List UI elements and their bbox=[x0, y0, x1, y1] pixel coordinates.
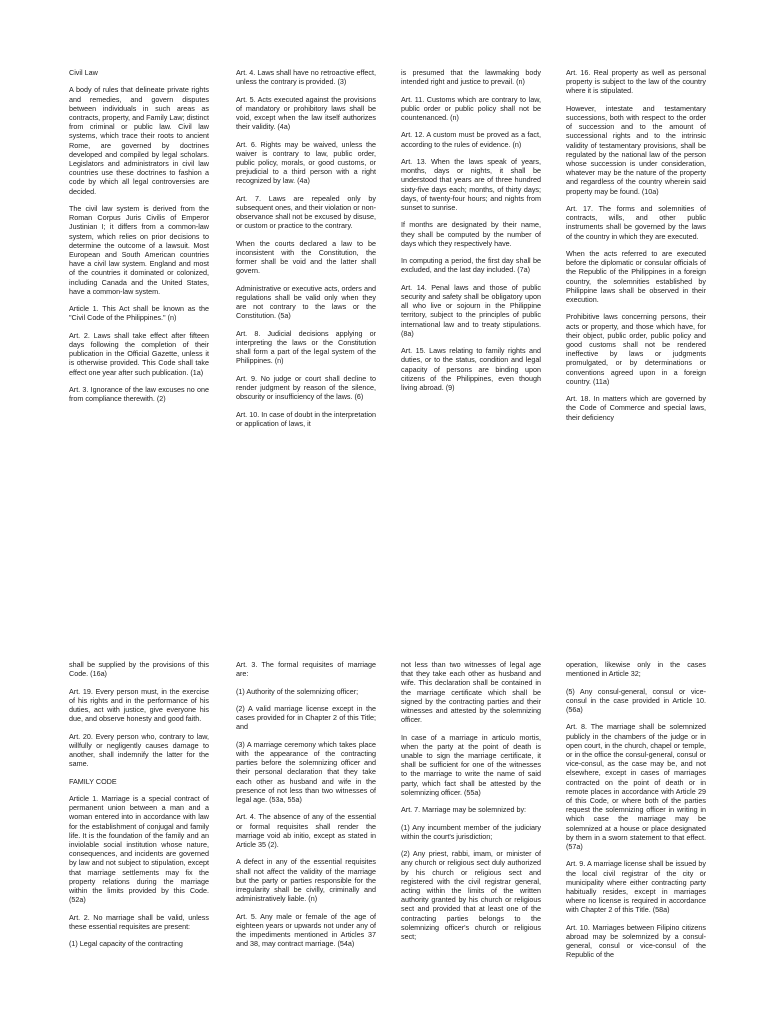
column-3 bbox=[401, 660, 541, 1024]
paragraph: Prohibitive laws concerning persons, their acts or property, and those which have, for their object, public order, public policy and good customs shall not be rendered ineffective by laws or judgments promulgated, or by determinations or conventions agreed upon in a foreign country. (11a) bbox=[566, 312, 706, 386]
column-3 bbox=[401, 68, 541, 518]
paragraph: Art. 14. Penal laws and those of public security and safety shall be obligatory upon all who live or sojourn in the Philippine territory, subject to the principles of public international law and to treaty stipulations. (8a) bbox=[401, 282, 541, 338]
paragraph: Art. 8. The marriage shall be solemnized publicly in the chambers of the judge or in open court, in the church, chapel or temple, or in the office the consul-general, consul or vice-consul, as the case may be, and not elsewhere, except in cases of marriages contracted on the point of death or in remote places in accordance with Article 29 of this Code, or where both of the parties request the solemnizing officer in writing in which case the marriage may be solemnized at a house or place designated by them in a sworn statement to that effect. (57a) bbox=[566, 722, 706, 852]
paragraph: Civil Law bbox=[69, 68, 98, 77]
paragraph: Art. 15. Laws relating to family rights and duties, or to the status, condition and legal capacity of persons are binding upon citizens of the Philippines, even though living abroad. (9) bbox=[401, 346, 541, 392]
paragraph: Art. 17. The forms and solemnities of contracts, wills, and other public instruments shall be governed by the laws of the country in which they are executed. bbox=[566, 204, 706, 241]
paragraph: (5) Any consul-general, consul or vice-consul in the case provided in Article 10. (56a) bbox=[566, 686, 706, 714]
paragraph: (1) Authority of the solemnizing officer; bbox=[236, 686, 359, 696]
paragraph: Art. 8. Judicial decisions applying or interpreting the laws or the Constitution shall form a part of the legal system of the Philippines. (n) bbox=[236, 328, 376, 366]
paragraph: is presumed that the lawmaking body intended right and justice to prevail. (n) bbox=[401, 68, 541, 87]
paragraph: Art. 3. The formal requisites of marriage are: bbox=[236, 660, 376, 679]
paragraph: In case of a marriage in articulo mortis, when the party at the point of death is unable to sign the marriage certificate, it shall be sufficient for one of the witnesses to the marriage to write the name of said party, which fact shall be attested by the solemnizing officer. (55a) bbox=[401, 732, 541, 797]
column-1 bbox=[69, 68, 209, 518]
column-4 bbox=[566, 660, 706, 1024]
paragraph: A defect in any of the essential requisites shall not affect the validity of the marriage but the party or parties responsible for the irregularity shall be civilly, criminally and administratively liable. (n) bbox=[236, 857, 376, 904]
paragraph: Art. 5. Acts executed against the provisions of mandatory or prohibitory laws shall be void, except when the law itself authorizes their validity. (4a) bbox=[236, 94, 376, 132]
paragraph: Art. 4. The absence of any of the essential or formal requisites shall render the marriage void ab initio, except as stated in Article 35 (2). bbox=[236, 812, 376, 849]
paragraph: operation, likewise only in the cases mentioned in Article 32; bbox=[566, 660, 706, 679]
paragraph: not less than two witnesses of legal age that they take each other as husband and wife. This declaration shall be contained in the marriage certificate which shall be signed by the contracting parties and their witnesses and attested by the solemnizing officer. bbox=[401, 660, 541, 725]
paragraph: Art. 2. Laws shall take effect after fifteen days following the completion of their publication in the Official Gazette, unless it is otherwise provided. This Code shall take effect one year after such publication. (1a) bbox=[69, 330, 209, 377]
column-2 bbox=[236, 660, 376, 1024]
paragraph: The civil law system is derived from the Roman Corpus Juris Civilis of Emperor Justinian I; it differs from a common-law system, which relies on prior decisions to determine the outcome of a lawsuit. Most European and South American countries have a civil law system. England and most of the countries it dominated or colonized, including Canada and the United States, have a common-law system. bbox=[69, 204, 209, 296]
paragraph: Art. 20. Every person who, contrary to law, willfully or negligently causes damage to another, shall indemnify the latter for the same. bbox=[69, 731, 209, 769]
paragraph: Art. 9. A marriage license shall be issued by the local civil registrar of the city or municipality where either contracting party habitually resides, except in marriages where no license is required in accordance with Chapter 2 of this Title. (58a) bbox=[566, 859, 706, 915]
paragraph: Art. 4. Laws shall have no retroactive effect, unless the contrary is provided. (3) bbox=[236, 68, 376, 87]
paragraph: Art. 7. Marriage may be solemnized by: bbox=[401, 805, 527, 815]
paragraph: Article 1. This Act shall be known as the "Civil Code of the Philippines." (n) bbox=[69, 304, 209, 323]
column-2 bbox=[236, 68, 376, 518]
paragraph: (2) Any priest, rabbi, imam, or minister of any church or religious sect duly authorized by his church or religious sect and registered with the civil registrar general, acting within the limits of the written authority granted by his church or religious sect and provided that at least one of the contracting parties belongs to the solemnizing officer's church or religious sect; bbox=[401, 849, 541, 942]
paragraph: Art. 19. Every person must, in the exercise of his rights and in the performance of his duties, act with justice, give everyone his due, and observe honesty and good faith. bbox=[69, 686, 209, 724]
paragraph: Administrative or executive acts, orders and regulations shall be valid only when they are not contrary to the laws or the Constitution. (5a) bbox=[236, 283, 376, 321]
paragraph: Art. 7. Laws are repealed only by subsequent ones, and their violation or non-observance shall not be excused by disuse, or custom or practice to the contrary. bbox=[236, 193, 376, 231]
paragraph: When the acts referred to are executed before the diplomatic or consular officials of the Republic of the Philippines in a foreign country, the solemnities established by Philippine laws shall be observed in their execution. bbox=[566, 249, 706, 305]
paragraph: (3) A marriage ceremony which takes place with the appearance of the contracting parties before the solemnizing officer and their personal declaration that they take each other as husband and wife in the presence of not less than two witnesses of legal age. (53a, 55a) bbox=[236, 739, 376, 804]
paragraph: However, intestate and testamentary successions, both with respect to the order of succession and to the amount of successional rights and to the intrinsic validity of testamentary provisions, shall be regulated by the national law of the person whose succession is under consideration, whatever may be the nature of the property and regardless of the country wherein said property may be found. (10a) bbox=[566, 103, 706, 196]
top-page-section bbox=[0, 68, 768, 518]
paragraph: A body of rules that delineate private rights and remedies, and govern disputes between individuals in such areas as contracts, property, and Family Law; distinct from criminal or public law. Civil law systems, which trace their roots to ancient Rome, are governed by doctrines developed and compiled by legal scholars. Legislators and administrators in civil law countries use these doctrines to fashion a code by which all legal controversies are decided. bbox=[69, 85, 209, 196]
paragraph: (1) Any incumbent member of the judiciary within the court's jurisdiction; bbox=[401, 822, 541, 841]
paragraph: In computing a period, the first day shall be excluded, and the last day included. (7a) bbox=[401, 256, 541, 275]
paragraph: Art. 13. When the laws speak of years, months, days or nights, it shall be understood that years are of three hundred sixty-five days each; months, of thirty days; days, of twenty-four hours; and nights from sunset to sunrise. bbox=[401, 156, 541, 212]
paragraph: Art. 5. Any male or female of the age of eighteen years or upwards not under any of the impediments mentioned in Articles 37 and 38, may contract marriage. (54a) bbox=[236, 911, 376, 949]
paragraph: Art. 10. In case of doubt in the interpretation or application of laws, it bbox=[236, 409, 376, 428]
paragraph: (2) A valid marriage license except in the cases provided for in Chapter 2 of this Title; and bbox=[236, 703, 376, 732]
section-heading: FAMILY CODE bbox=[69, 776, 117, 786]
paragraph: (1) Legal capacity of the contracting bbox=[69, 939, 183, 949]
paragraph: Article 1. Marriage is a special contract of permanent union between a man and a woman entered into in accordance with law for the establishment of conjugal and family life. It is the foundation of the family and an inviolable social institution whose nature, consequences, and incidents are governed by law and not subject to stipulation, except that marriage settlements may fix the property relations during the marriage within the limits provided by this Code. (52a) bbox=[69, 793, 209, 905]
paragraph: Art. 10. Marriages between Filipino citizens abroad may be solemnized by a consul-general, consul or vice-consul of the Republic of the bbox=[566, 922, 706, 960]
paragraph: shall be supplied by the provisions of this Code. (16a) bbox=[69, 660, 209, 679]
bottom-page-section bbox=[0, 660, 768, 1024]
paragraph: Art. 12. A custom must be proved as a fact, according to the rules of evidence. (n) bbox=[401, 130, 541, 149]
paragraph: Art. 18. In matters which are governed by the Code of Commerce and special laws, their deficiency bbox=[566, 394, 706, 422]
paragraph: Art. 3. Ignorance of the law excuses no one from compliance therewith. (2) bbox=[69, 385, 209, 404]
column-4 bbox=[566, 68, 706, 518]
paragraph: If months are designated by their name, they shall be computed by the number of days which they respectively have. bbox=[401, 220, 541, 248]
paragraph: When the courts declared a law to be inconsistent with the Constitution, the former shall be void and the latter shall govern. bbox=[236, 238, 376, 276]
paragraph: Art. 11. Customs which are contrary to law, public order or public policy shall not be countenanced. (n) bbox=[401, 94, 541, 122]
paragraph: Art. 9. No judge or court shall decline to render judgment by reason of the silence, obscurity or insufficiency of the laws. (6) bbox=[236, 373, 376, 402]
paragraph: Art. 2. No marriage shall be valid, unless these essential requisites are present: bbox=[69, 912, 209, 931]
paragraph: Art. 16. Real property as well as personal property is subject to the law of the country where it is stipulated. bbox=[566, 68, 706, 96]
paragraph: Art. 6. Rights may be waived, unless the waiver is contrary to law, public order, public policy, morals, or good customs, or prejudicial to a third person with a right recognized by law. (4a) bbox=[236, 139, 376, 186]
column-1 bbox=[69, 660, 209, 1024]
